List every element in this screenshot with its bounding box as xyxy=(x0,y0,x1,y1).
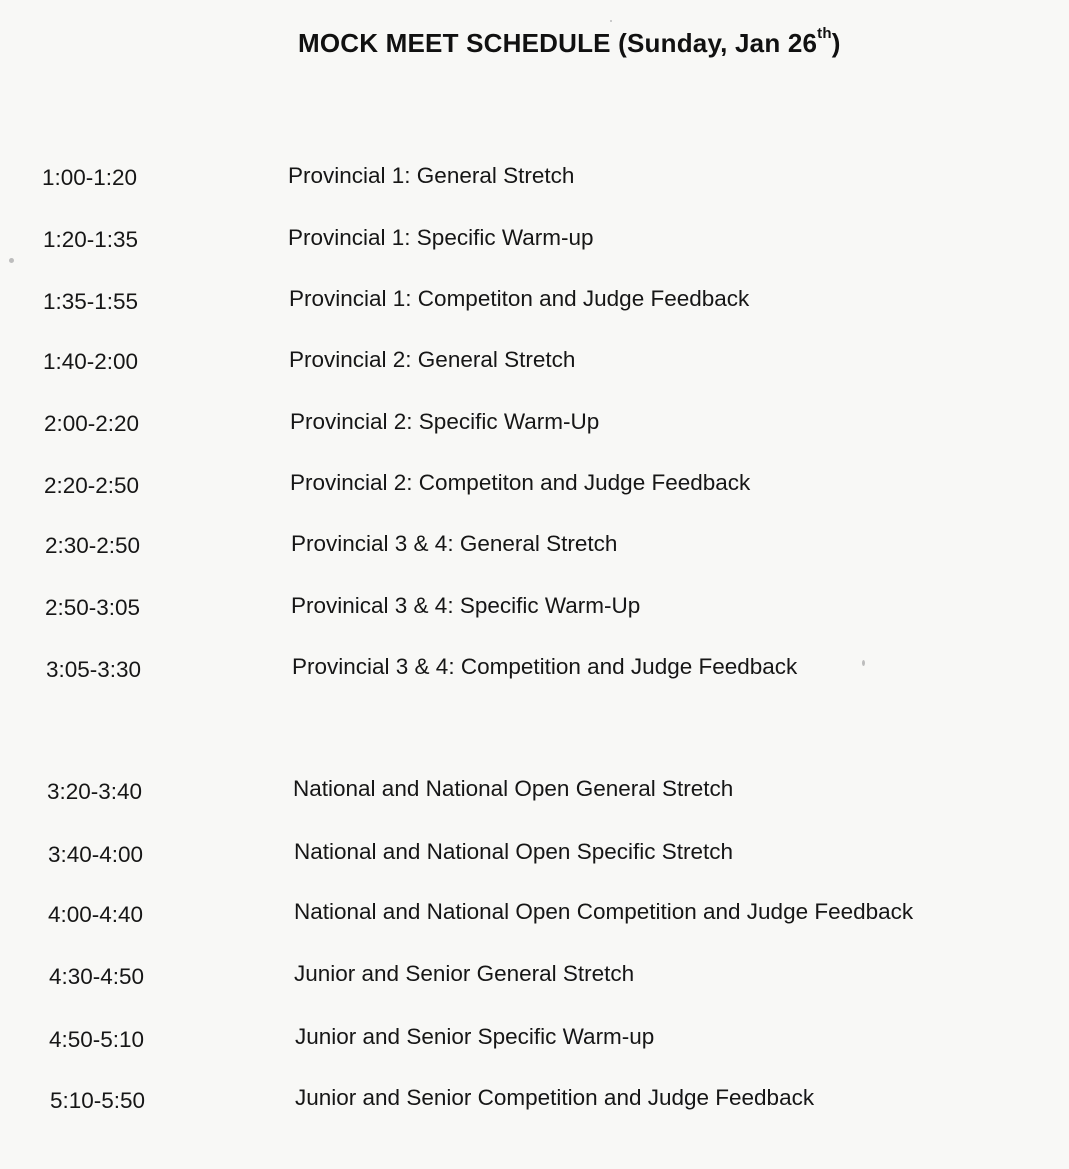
title-superscript: th xyxy=(817,25,832,43)
scan-speck xyxy=(862,660,865,666)
time-slot: 2:00-2:20 xyxy=(44,411,140,436)
activity: Junior and Senior Competition and Judge Feedback xyxy=(295,1085,815,1110)
time-slot: 5:10-5:50 xyxy=(50,1088,146,1113)
activity: Provincial 3 & 4: General Stretch xyxy=(291,531,618,556)
activity: Provincial 1: General Stretch xyxy=(288,163,575,188)
activity: Provincial 1: Competiton and Judge Feedback xyxy=(289,286,750,311)
scan-speck xyxy=(9,258,14,263)
activity: Junior and Senior Specific Warm-up xyxy=(295,1024,655,1049)
scan-speck xyxy=(610,20,612,22)
time-slot: 2:20-2:50 xyxy=(44,473,140,498)
activity: National and National Open Competition and Judge Feedback xyxy=(294,899,914,924)
activity: Provincial 3 & 4: Competition and Judge Feedback xyxy=(292,654,798,679)
time-slot: 1:20-1:35 xyxy=(43,227,139,252)
time-slot: 4:00-4:40 xyxy=(48,902,144,927)
time-slot: 2:50-3:05 xyxy=(45,595,141,620)
time-slot: 3:40-4:00 xyxy=(48,842,144,867)
time-slot: 2:30-2:50 xyxy=(45,533,141,558)
time-slot: 4:30-4:50 xyxy=(49,964,145,989)
activity: Provincial 2: General Stretch xyxy=(289,347,576,372)
activity: Provincial 2: Competiton and Judge Feedback xyxy=(290,470,751,495)
title-end: ) xyxy=(831,28,841,58)
time-slot: 1:40-2:00 xyxy=(43,349,139,374)
activity: Junior and Senior General Stretch xyxy=(294,961,635,986)
activity: Provincial 1: Specific Warm-up xyxy=(288,225,594,250)
time-slot: 1:35-1:55 xyxy=(43,289,139,314)
title-main: MOCK MEET SCHEDULE (Sunday, Jan 26 xyxy=(298,28,818,58)
activity: National and National Open Specific Stretch xyxy=(294,839,734,864)
time-slot: 4:50-5:10 xyxy=(49,1027,145,1052)
time-slot: 3:20-3:40 xyxy=(47,779,143,804)
time-slot: 1:00-1:20 xyxy=(42,165,138,190)
activity: National and National Open General Stretch xyxy=(293,776,734,801)
page-title xyxy=(298,25,841,59)
time-slot: 3:05-3:30 xyxy=(46,657,142,682)
activity: Provincial 2: Specific Warm-Up xyxy=(290,409,600,434)
activity: Provinical 3 & 4: Specific Warm-Up xyxy=(291,593,641,618)
